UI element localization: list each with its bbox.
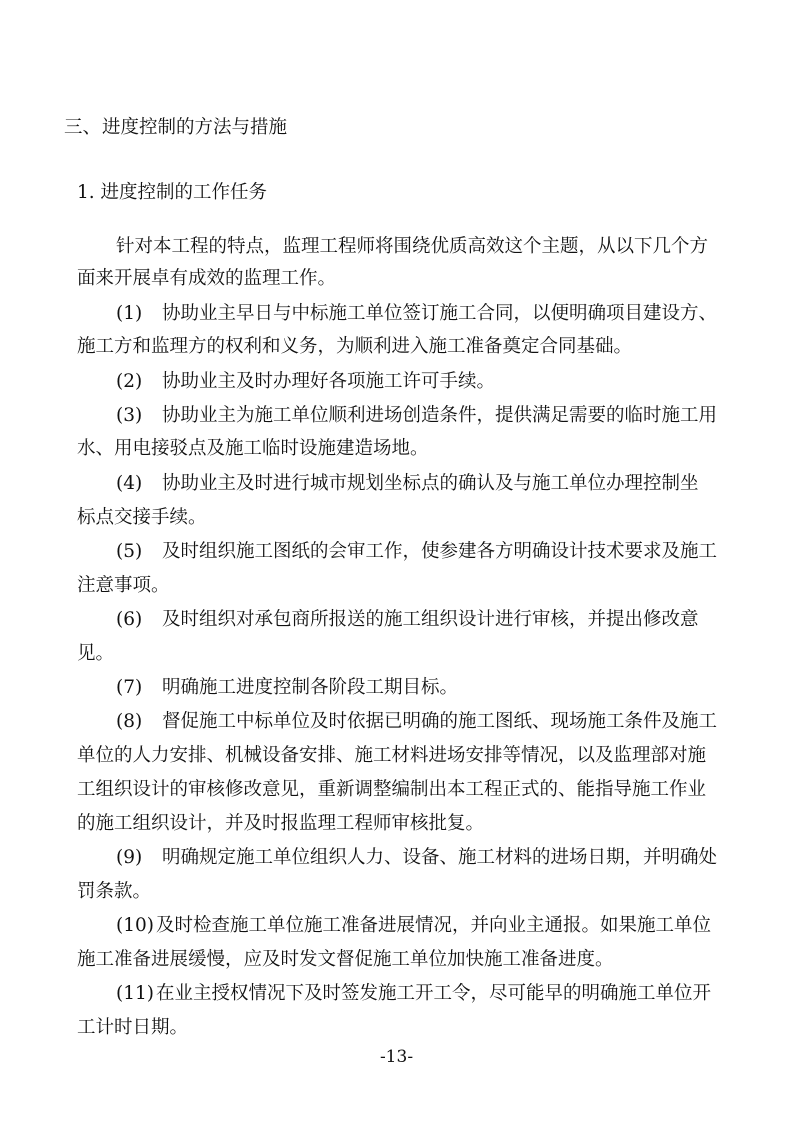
item-marker: (6) (116, 609, 143, 630)
item-continuation: 的施工组织设计，并及时报监理工程师审核批复。 (77, 813, 485, 834)
item-marker: (4) (116, 473, 143, 494)
item-continuation: 工计时日期。 (77, 1017, 189, 1038)
item-text: 协助业主及时进行城市规划坐标点的确认及与施工单位办理控制坐 (162, 473, 699, 494)
item-marker: (5) (116, 541, 143, 562)
item-marker: (3) (116, 405, 143, 426)
subsection-heading: 1. 进度控制的工作任务 (77, 182, 268, 203)
item-text: 及时检查施工单位施工准备进展情况，并向业主通报。如果施工单位 (156, 915, 712, 936)
list-item (116, 983, 711, 1005)
item-marker: (9) (116, 847, 143, 868)
item-continuation: 罚条款。 (77, 881, 152, 902)
item-continuation: 标点交接手续。 (77, 507, 207, 528)
item-text: 在业主授权情况下及时签发施工开工令，尽可能早的明确施工单位开 (156, 983, 712, 1004)
item-marker: (10) (116, 915, 154, 936)
list-item (116, 609, 699, 631)
item-text: 及时组织施工图纸的会审工作，使参建各方明确设计技术要求及施工 (162, 541, 718, 562)
list-item (116, 677, 458, 699)
item-continuation: 见。 (77, 643, 115, 664)
list-item (116, 371, 495, 393)
item-marker: (1) (116, 303, 143, 324)
list-item (116, 303, 717, 325)
section-number: 三、 (64, 117, 102, 138)
list-item (116, 405, 717, 427)
item-text: 督促施工中标单位及时依据已明确的施工图纸、现场施工条件及施工 (162, 711, 718, 732)
item-text: 及时组织对承包商所报送的施工组织设计进行审核，并提出修改意 (162, 609, 699, 630)
list-item (116, 541, 717, 563)
item-continuation: 施工方和监理方的权利和义务，为顺利进入施工准备奠定合同基础。 (77, 336, 633, 357)
section-heading (64, 117, 287, 139)
item-text: 协助业主为施工单位顺利进场创造条件，提供满足需要的临时施工用 (162, 405, 718, 426)
item-marker: (11) (116, 983, 154, 1004)
list-item (116, 915, 711, 937)
item-continuation: 工组织设计的审核修改意见，重新调整编制出本工程正式的、能指导施工作业 (77, 779, 707, 800)
item-continuation: 注意事项。 (77, 575, 170, 596)
item-marker: (2) (116, 371, 143, 392)
item-text: 明确施工进度控制各阶段工期目标。 (162, 677, 459, 698)
item-continuation: 施工准备进展缓慢，应及时发文督促施工单位加快施工准备进度。 (77, 949, 614, 970)
page-number: -13- (379, 1047, 414, 1067)
item-continuation: 单位的人力安排、机械设备安排、施工材料进场安排等情况，以及监理部对施 (77, 745, 707, 766)
item-text: 协助业主及时办理好各项施工许可手续。 (162, 371, 496, 392)
item-marker: (7) (116, 677, 143, 698)
section-title: 进度控制的方法与措施 (102, 117, 288, 138)
list-item (116, 847, 717, 869)
item-text: 协助业主早日与中标施工单位签订施工合同，以便明确项目建设方、 (162, 303, 718, 324)
intro-line-2: 面来开展卓有成效的监理工作。 (77, 268, 337, 289)
item-continuation: 水、用电接驳点及施工临时设施建造场地。 (77, 438, 429, 459)
intro-line-1: 针对本工程的特点，监理工程师将围绕优质高效这个主题，从以下几个方 (116, 236, 709, 257)
item-text: 明确规定施工单位组织人力、设备、施工材料的进场日期，并明确处 (162, 847, 718, 868)
list-item (116, 711, 717, 733)
list-item (116, 473, 699, 495)
item-marker: (8) (116, 711, 143, 732)
